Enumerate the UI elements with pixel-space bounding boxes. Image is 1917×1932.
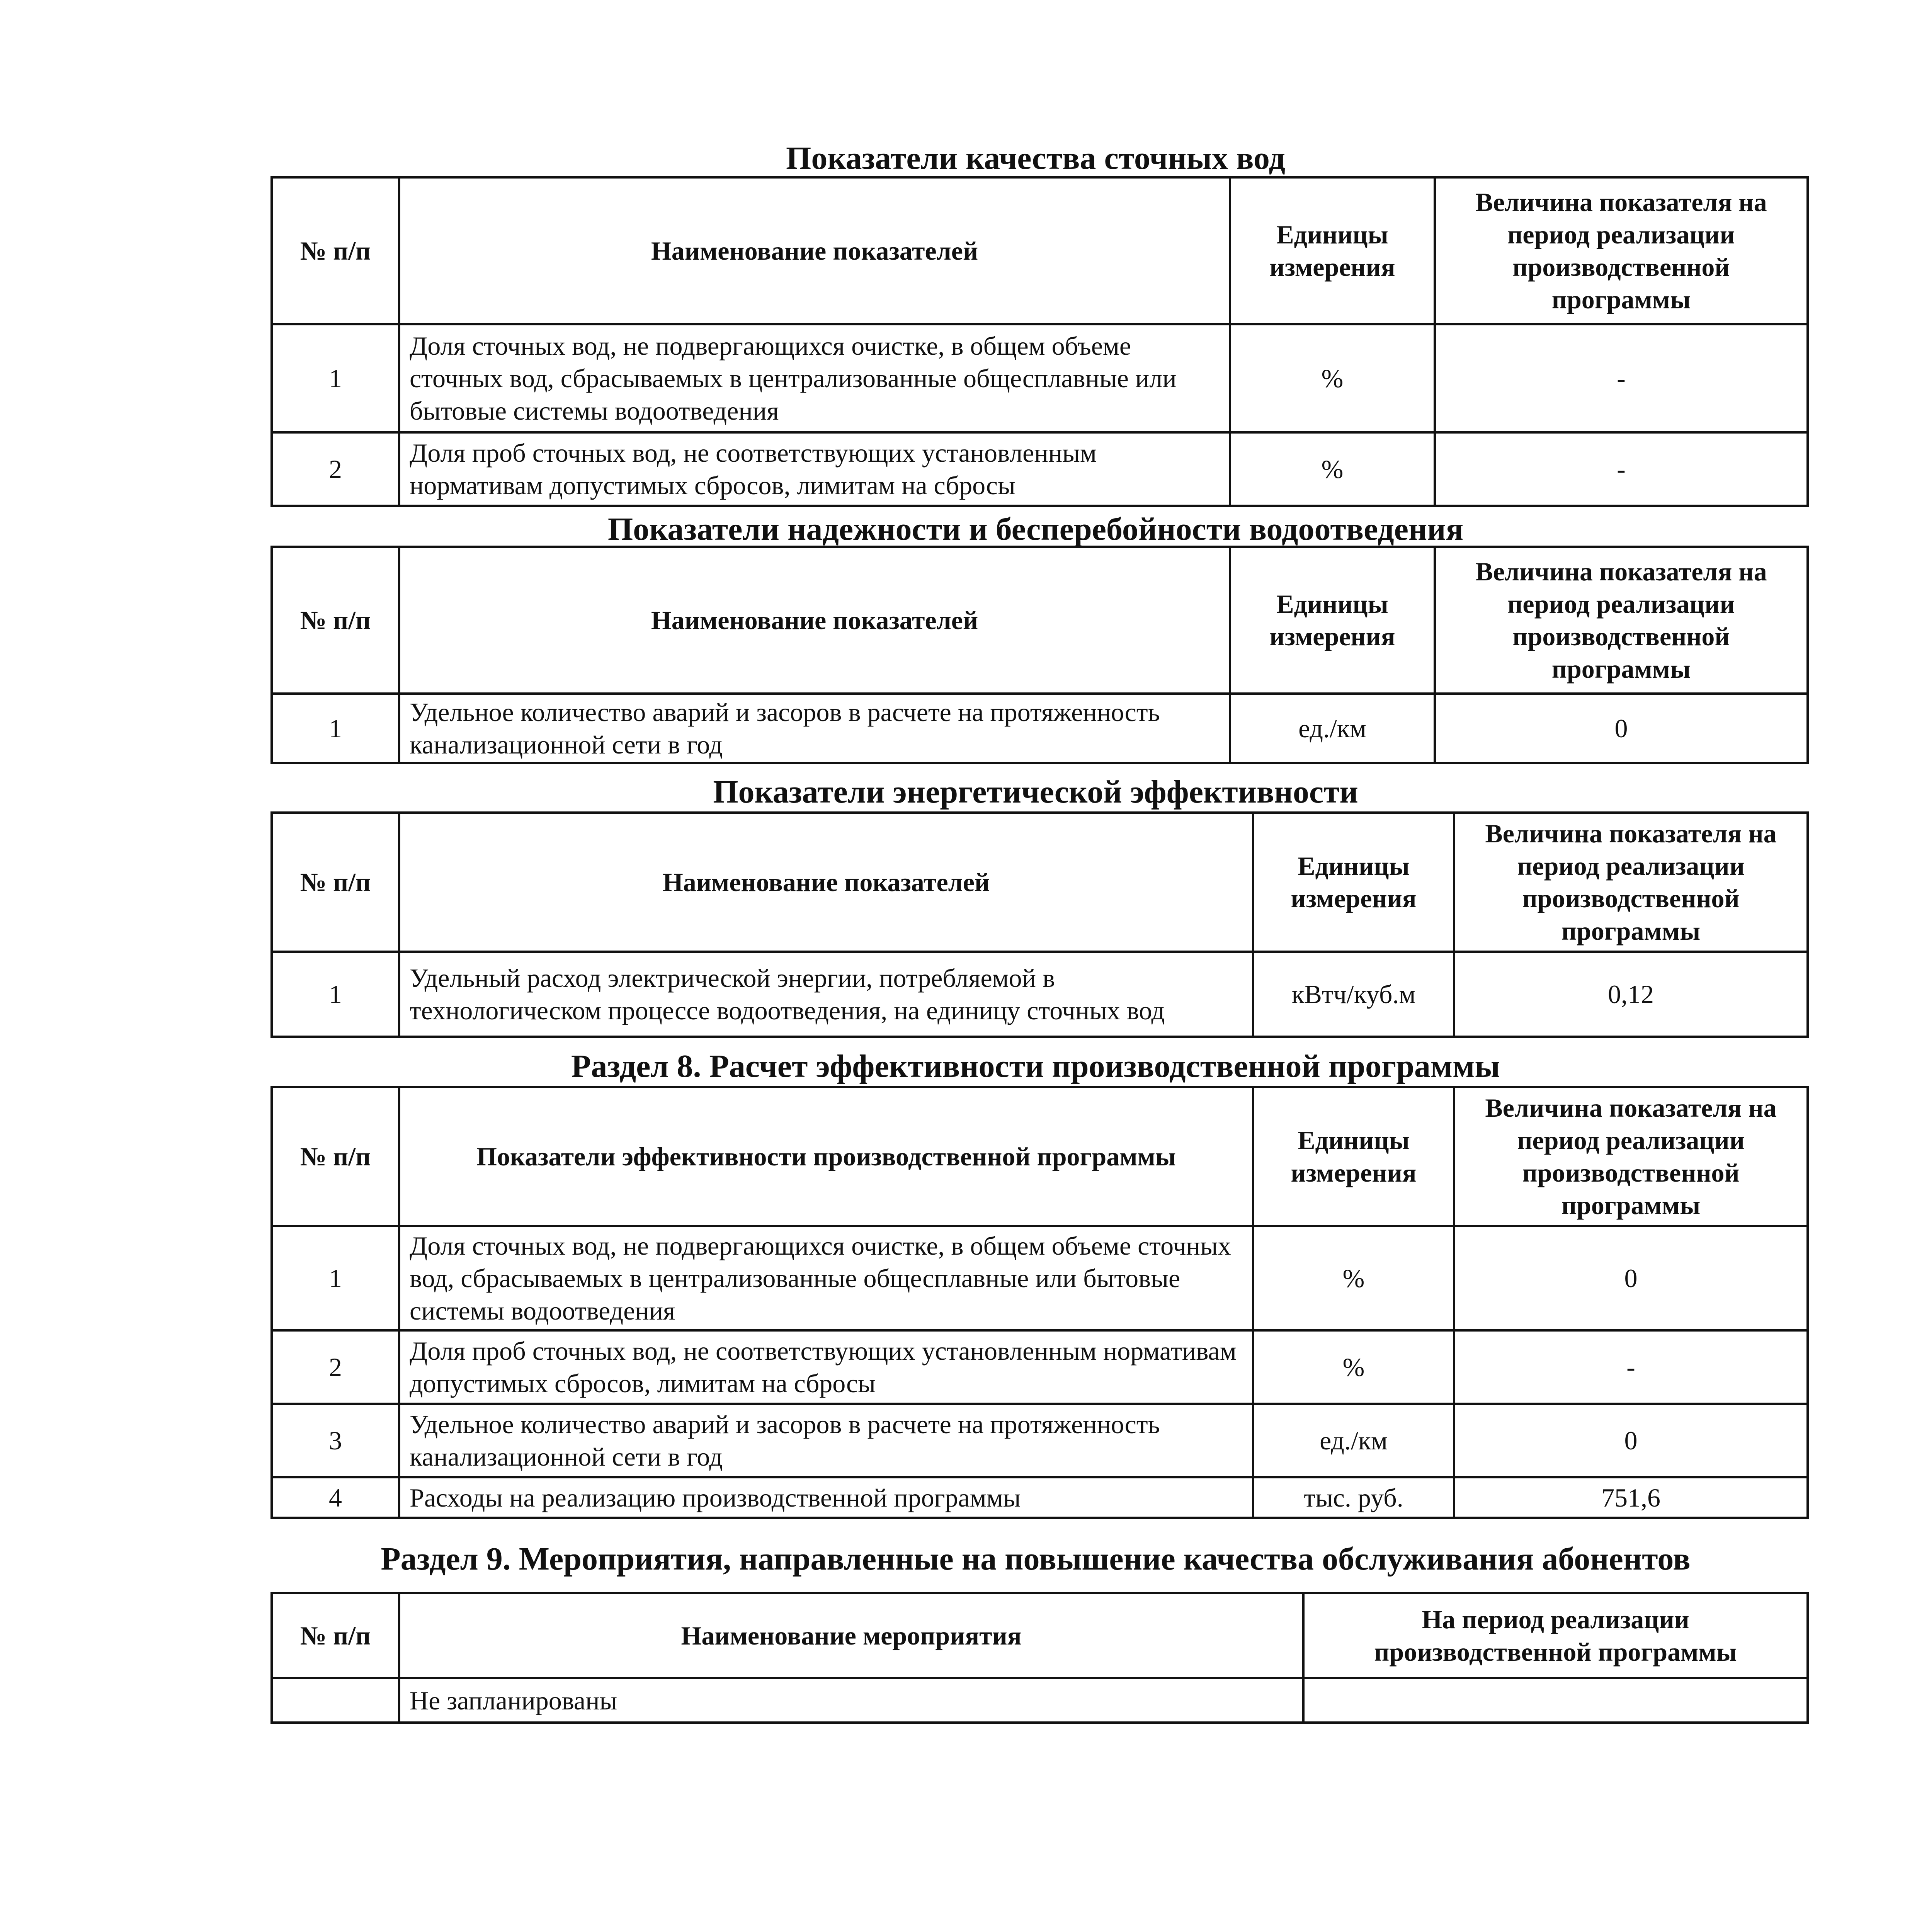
row-unit: ед./км bbox=[1253, 1404, 1454, 1477]
header-unit: Единицы измерения bbox=[1230, 547, 1435, 694]
row-value: 0 bbox=[1435, 694, 1808, 763]
row-value: - bbox=[1435, 432, 1808, 506]
section-energy-title: Показатели энергетической эффективности bbox=[713, 774, 1358, 810]
header-unit: Единицы измерения bbox=[1230, 177, 1435, 324]
row-period bbox=[1303, 1678, 1808, 1723]
row-num: 4 bbox=[272, 1477, 399, 1518]
row-unit: кВтч/куб.м bbox=[1253, 952, 1454, 1037]
header-value: Величина показателя на период реализации производственной программы bbox=[1454, 1087, 1808, 1226]
row-unit: % bbox=[1253, 1330, 1454, 1404]
table-row bbox=[272, 1226, 1808, 1330]
table-reliability bbox=[270, 546, 1809, 764]
table-header-row bbox=[272, 1593, 1808, 1678]
row-num: 1 bbox=[272, 324, 399, 432]
section8-title: Раздел 8. Расчет эффективности производственной программы bbox=[571, 1048, 1500, 1084]
header-num: № п/п bbox=[272, 177, 399, 324]
section-quality-title: Показатели качества сточных вод bbox=[786, 140, 1285, 176]
table-row bbox=[272, 1477, 1808, 1518]
header-value: Величина показателя на период реализации производственной программы bbox=[1454, 813, 1808, 952]
row-unit: % bbox=[1230, 324, 1435, 432]
table-row bbox=[272, 694, 1808, 763]
header-period: На период реализации производственной программы bbox=[1303, 1593, 1808, 1678]
table-quality bbox=[270, 176, 1809, 507]
table-row bbox=[272, 1330, 1808, 1404]
header-name: Показатели эффективности производственной программы bbox=[399, 1087, 1253, 1226]
row-unit: % bbox=[1253, 1226, 1454, 1330]
header-name: Наименование показателей bbox=[399, 177, 1230, 324]
table-row bbox=[272, 1678, 1808, 1723]
row-num: 2 bbox=[272, 432, 399, 506]
row-value: 0 bbox=[1454, 1226, 1808, 1330]
row-num: 2 bbox=[272, 1330, 399, 1404]
row-name: Доля проб сточных вод, не соответствующих установленным нормативам допустимых сбросов, лимитам на сбросы bbox=[399, 1330, 1253, 1404]
row-unit: тыс. руб. bbox=[1253, 1477, 1454, 1518]
row-num: 1 bbox=[272, 952, 399, 1037]
table-header-row bbox=[272, 177, 1808, 324]
table-row bbox=[272, 324, 1808, 432]
row-value: 751,6 bbox=[1454, 1477, 1808, 1518]
table-row bbox=[272, 432, 1808, 506]
row-unit: ед./км bbox=[1230, 694, 1435, 763]
header-unit: Единицы измерения bbox=[1253, 1087, 1454, 1226]
table-header-row bbox=[272, 547, 1808, 694]
header-name: Наименование мероприятия bbox=[399, 1593, 1303, 1678]
header-value: Величина показателя на период реализации производственной программы bbox=[1435, 177, 1808, 324]
header-num: № п/п bbox=[272, 813, 399, 952]
header-num: № п/п bbox=[272, 1087, 399, 1226]
header-num: № п/п bbox=[272, 547, 399, 694]
section-reliability-title: Показатели надежности и бесперебойности водоотведения bbox=[607, 511, 1464, 547]
row-value: - bbox=[1435, 324, 1808, 432]
header-value: Величина показателя на период реализации производственной программы bbox=[1435, 547, 1808, 694]
row-value: 0,12 bbox=[1454, 952, 1808, 1037]
row-name: Доля сточных вод, не подвергающихся очистке, в общем объеме сточных вод, сбрасываемых в централизованные общесплавные или бытовые системы водоотведения bbox=[399, 324, 1230, 432]
row-value: - bbox=[1454, 1330, 1808, 1404]
row-num: 1 bbox=[272, 694, 399, 763]
table-section9 bbox=[270, 1592, 1809, 1724]
table-energy bbox=[270, 811, 1809, 1038]
table-header-row bbox=[272, 813, 1808, 952]
row-num: 3 bbox=[272, 1404, 399, 1477]
row-name: Расходы на реализацию производственной программы bbox=[399, 1477, 1253, 1518]
row-name: Доля проб сточных вод, не соответствующих установленным нормативам допустимых сбросов, лимитам на сбросы bbox=[399, 432, 1230, 506]
header-name: Наименование показателей bbox=[399, 547, 1230, 694]
row-name: Удельный расход электрической энергии, потребляемой в технологическом процессе водоотведения, на единицу сточных вод bbox=[399, 952, 1253, 1037]
header-unit: Единицы измерения bbox=[1253, 813, 1454, 952]
header-num: № п/п bbox=[272, 1593, 399, 1678]
row-name: Не запланированы bbox=[399, 1678, 1303, 1723]
row-value: 0 bbox=[1454, 1404, 1808, 1477]
row-unit: % bbox=[1230, 432, 1435, 506]
table-row bbox=[272, 1404, 1808, 1477]
section9-title: Раздел 9. Мероприятия, направленные на повышение качества обслуживания абонентов bbox=[381, 1541, 1691, 1577]
row-num bbox=[272, 1678, 399, 1723]
row-name: Удельное количество аварий и засоров в расчете на протяженность канализационной сети в год bbox=[399, 1404, 1253, 1477]
header-name: Наименование показателей bbox=[399, 813, 1253, 952]
row-name: Удельное количество аварий и засоров в расчете на протяженность канализационной сети в год bbox=[399, 694, 1230, 763]
table-section8 bbox=[270, 1086, 1809, 1519]
table-row bbox=[272, 952, 1808, 1037]
row-num: 1 bbox=[272, 1226, 399, 1330]
row-name: Доля сточных вод, не подвергающихся очистке, в общем объеме сточных вод, сбрасываемых в централизованные общесплавные или бытовые системы водоотведения bbox=[399, 1226, 1253, 1330]
table-header-row bbox=[272, 1087, 1808, 1226]
